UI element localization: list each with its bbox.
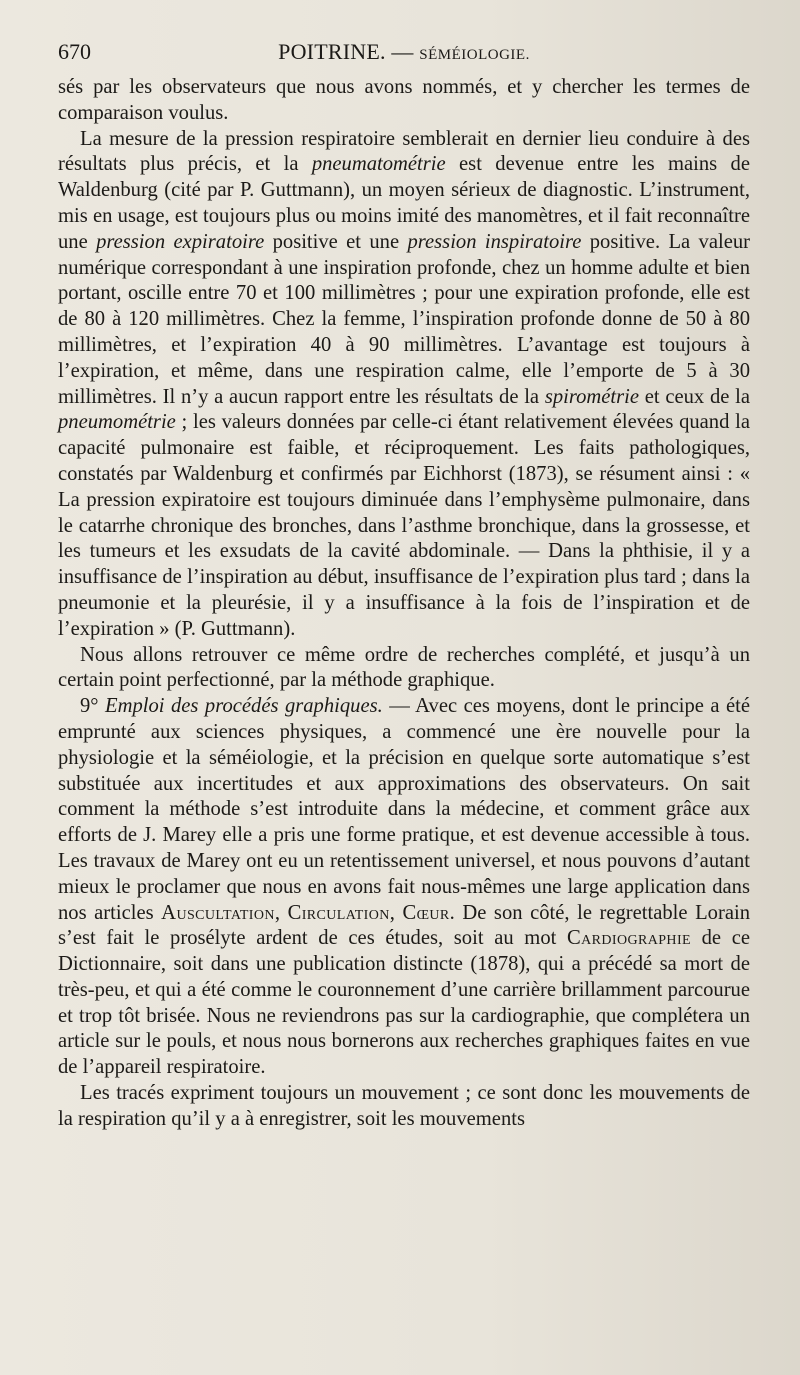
italic-run: pression inspiratoire — [407, 230, 582, 253]
body-text — [58, 75, 750, 1133]
italic-run: pression expiratoire — [96, 230, 265, 253]
running-title-sub: SÉMÉIOLOGIE. — [419, 47, 530, 63]
italic-run: pneumométrie — [58, 411, 176, 434]
smallcaps-run: Circulation — [287, 901, 390, 924]
smallcaps-run: Cœur — [402, 901, 450, 924]
paragraph — [58, 75, 750, 127]
text-run: de ce Dictionnaire, soit dans une publication distincte (1878), qui a précédé sa mort de très-peu, et qui a été comme le couronnement d’une carrière brillamment parcourue et trop tôt brisée. Nous ne reviendrons pas sur la cardiographie, que complétera un article sur le pouls, et nous nous bornerons aux recherches graphiques faites en vue de l’appareil respiratoire. — [58, 927, 750, 1079]
smallcaps-run: Cardiographie — [567, 927, 691, 950]
paragraph — [58, 643, 750, 695]
paragraph — [58, 1081, 750, 1133]
page-header — [58, 38, 750, 69]
text-run: ; les valeurs données par celle-ci étant relativement élevées quand la capacité pulmonaire est faible, et réciproquement. Les faits pathologiques, constatés par Waldenburg et confirmés par Eichhorst (1873), se résument ainsi : « La pression expiratoire est toujours diminuée dans l’emphysème pulmonaire, dans le catarrhe chronique des bronches, dans l’asthme bronchique, dans la grossesse, et les tumeurs et les exsudats de la cavité abdominale. — Dans la phthisie, il y a insuffisance de l’inspiration au début, insuffisance de l’expiration plus tard ; dans la pneumonie et la pleurésie, il y a insuffisance à la fois de l’inspiration et de l’expiration » (P. Guttmann). — [58, 411, 750, 640]
text-run: est devenue entre les mains de Waldenburg (cité par P. Guttmann), un moyen sérieux de diagnostic. L’instrument, mis en usage, est toujours plus ou moins imité des manomètres, et il fait reconnaître une — [58, 153, 750, 253]
italic-run: Emploi des procédés graphiques. — [105, 695, 383, 718]
italic-run: pneumatométrie — [311, 153, 446, 176]
text-run: positive. La valeur numérique correspondant à une inspiration profonde, chez un homme adulte et bien portant, oscille entre 70 et 100 millimètres ; pour une expiration profonde, elle est de 80 à 120 millimètres. Chez la femme, l’inspiration profonde donne de 50 à 80 millimètres, et l’expiration 40 à 90 millimètres. L’avantage est toujours à l’expiration, et même, dans une respiration calme, elle l’emporte de 5 à 30 millimètres. Il n’y a aucun rapport entre les résultats de la — [58, 230, 750, 408]
text-run: et ceux de la — [639, 385, 750, 408]
text-run: positive et une — [264, 230, 408, 253]
text-run: sés par les observateurs que nous avons nommés, et y chercher les termes de comparaison voulus. — [58, 76, 750, 124]
text-run: . De son côté, le regrettable Lorain s’est fait le prosélyte ardent de ces études, soit au mot — [58, 901, 750, 950]
text-run: Les tracés expriment toujours un mouvement ; ce sont donc les mouvements de la respiration qu’il y a à enregistrer, soit les mouvements — [58, 1082, 750, 1130]
smallcaps-run: Auscultation — [161, 901, 275, 924]
running-title-main: POITRINE. — — [278, 39, 414, 64]
paragraph — [58, 127, 750, 643]
running-title — [118, 38, 690, 69]
text-run: 9° — [80, 695, 106, 718]
page-number: 670 — [58, 39, 91, 64]
paragraph — [58, 694, 750, 1081]
text-run: , — [389, 901, 403, 924]
text-run: Nous allons retrouver ce même ordre de recherches complété, et jusqu’à un certain point perfectionné, par la méthode graphique. — [58, 643, 750, 692]
text-run: , — [274, 901, 288, 924]
text-run: — Avec ces moyens, dont le principe a été emprunté aux sciences physiques, a commencé une ère nouvelle pour la physiologie et la séméiologie, et la précision en quelque sorte automatique s’est substituée aux incertitudes et aux approximations des observateurs. On sait comment la méthode s’est introduite dans la médecine, et comment grâce aux efforts de J. Marey elle a pris une forme pratique, et est devenue accessible à tous. Les travaux de Marey ont eu un retentissement universel, et nous pouvons d’autant mieux le proclamer que nous en avons fait nous-mêmes une large application dans nos articles — [58, 695, 751, 924]
italic-run: spirométrie — [544, 385, 640, 408]
text-run: La mesure de la pression respiratoire semblerait en dernier lieu conduire à des résultats plus précis, et la — [58, 127, 750, 176]
